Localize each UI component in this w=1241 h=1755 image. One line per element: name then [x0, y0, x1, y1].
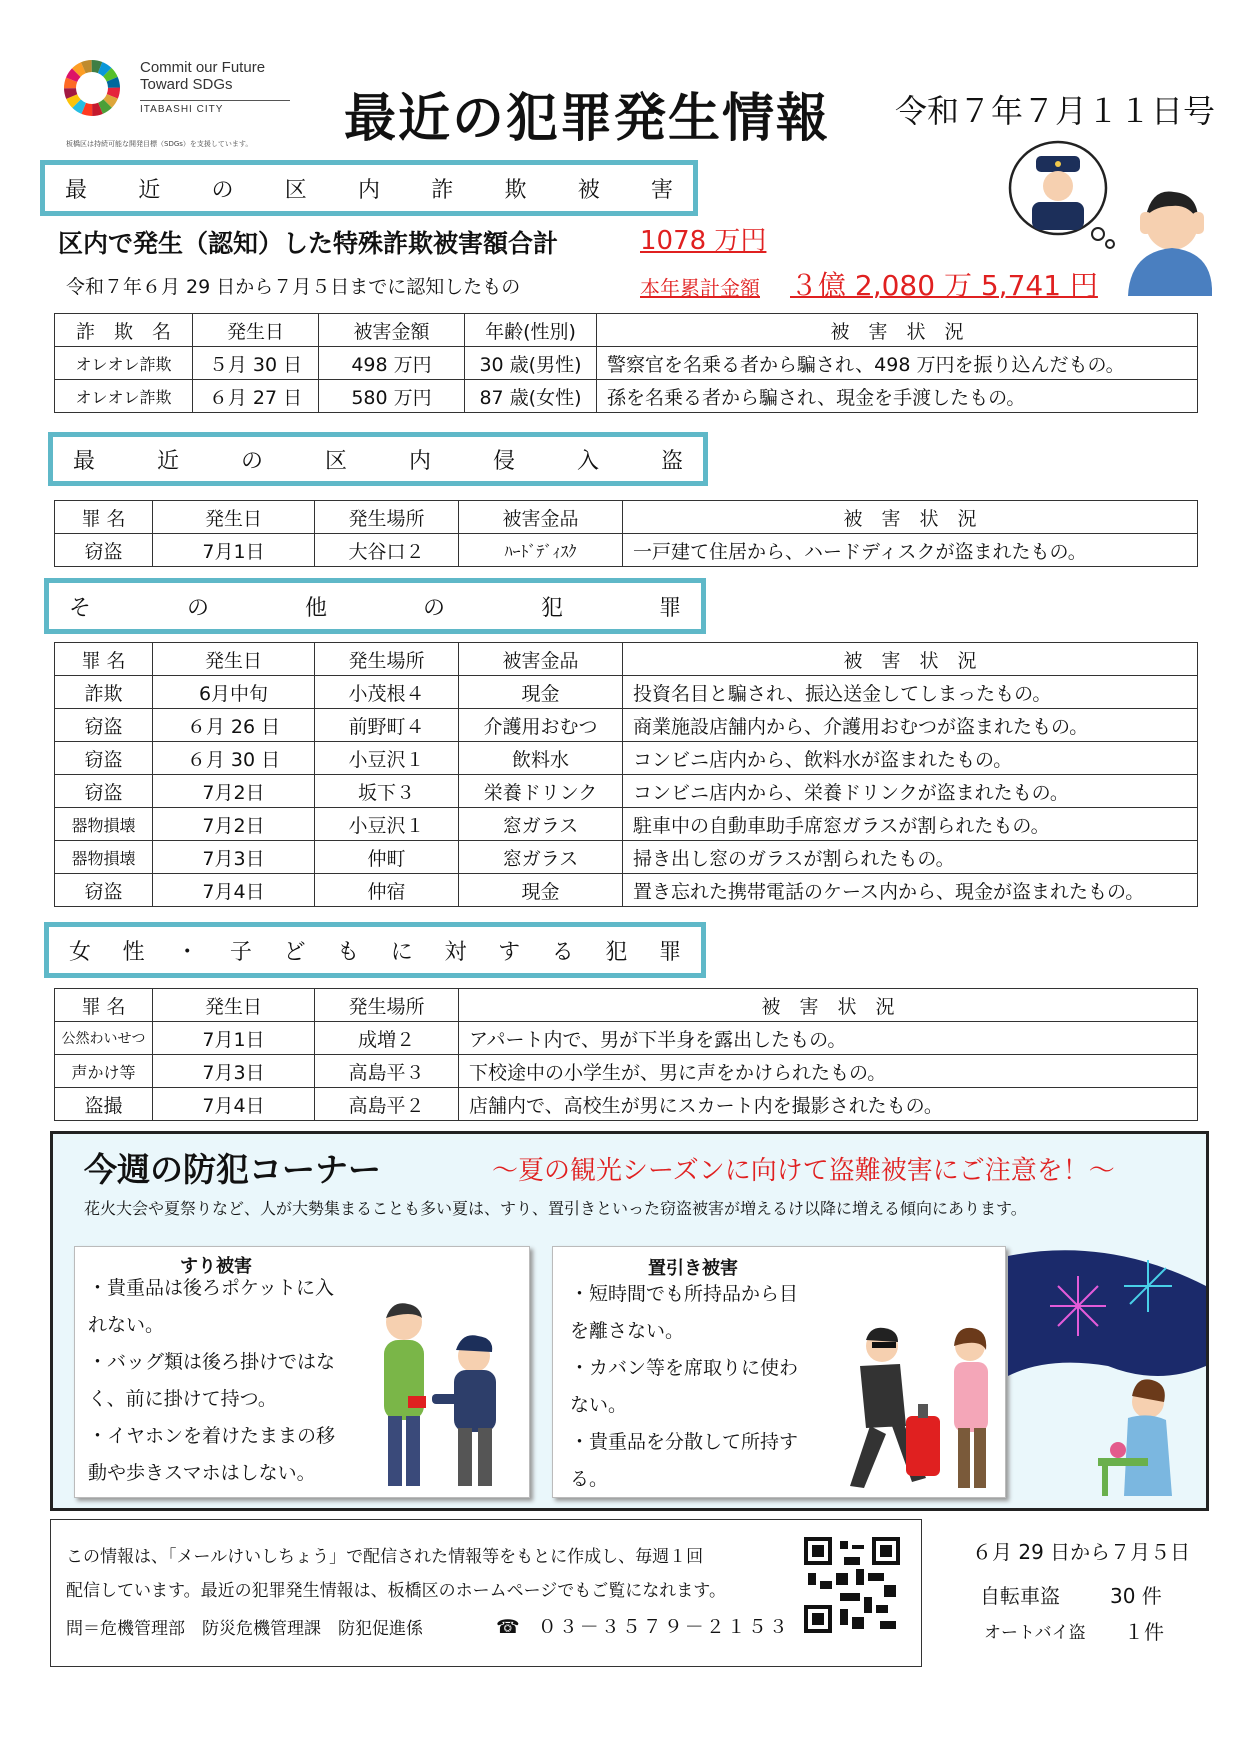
table-row	[55, 1055, 1198, 1088]
table-row	[55, 380, 1198, 413]
table-cell: 窃盗	[55, 775, 153, 808]
table-cell: ６月 27 日	[193, 380, 319, 413]
footer-contact: 問＝危機管理部 防災危機管理課 防犯促進係	[66, 1619, 423, 1639]
table-cell: 盗撮	[55, 1088, 153, 1121]
table-cell: 現金	[459, 676, 623, 709]
logo-note: 板橋区は持続可能な開発目標（SDGs）を支援しています。	[66, 140, 253, 148]
table-cell: 飲料水	[459, 742, 623, 775]
tip-line: ・貴重品は後ろポケットに入	[88, 1277, 335, 1299]
snatching-illustration	[830, 1316, 1002, 1492]
fraud-yearly-total-label: 本年累計金額	[640, 276, 760, 300]
table-header: 罪 名	[55, 643, 153, 676]
pickpocket-title: すり被害	[180, 1256, 252, 1277]
stats-bicycle-label: 自転車盗	[980, 1584, 1060, 1608]
corner-subtitle: ～夏の観光シーズンに向けて盗難被害にご注意を！～	[492, 1156, 1115, 1186]
table-cell: 器物損壊	[55, 841, 153, 874]
tip-line: ・バッグ類は後ろ掛けではな	[88, 1351, 336, 1373]
section-header-fraud: 最近の区内詐欺被害	[40, 160, 698, 216]
table-cell: 窓ガラス	[459, 841, 623, 874]
table-header: 罪 名	[55, 501, 153, 534]
table-cell: 窃盗	[55, 709, 153, 742]
table-cell: 仲町	[315, 841, 459, 874]
fraud-table	[54, 313, 1198, 413]
table-header: 発生場所	[315, 501, 459, 534]
table-cell: 商業施設店舗内から、介護用おむつが盗まれたもの。	[623, 709, 1198, 742]
fireworks-illustration	[1008, 1246, 1206, 1508]
burglary-table	[54, 500, 1198, 567]
table-cell: 7月1日	[153, 534, 315, 567]
table-cell: ６月 26 日	[153, 709, 315, 742]
table-cell: コンビニ店内から、栄養ドリンクが盗まれたもの。	[623, 775, 1198, 808]
corner-intro: 花火大会や夏祭りなど、人が大勢集まることも多い夏は、すり、置引きといった窃盗被害が増えるけ以降に増える傾向にあります。	[84, 1199, 1027, 1218]
tip-line: る。	[570, 1468, 609, 1490]
table-cell: 窓ガラス	[459, 808, 623, 841]
table-row	[55, 709, 1198, 742]
tip-line: ・イヤホンを着けたままの移	[88, 1425, 336, 1447]
tip-line: 動や歩きスマホはしない。	[88, 1462, 316, 1484]
table-row	[55, 742, 1198, 775]
issue-date: 令和７年７月１１日号	[895, 92, 1216, 130]
table-cell: 30 歳(男性)	[465, 347, 597, 380]
tip-line: く、前に掛けて持つ。	[88, 1388, 277, 1410]
tip-line: を離さない。	[570, 1320, 685, 1342]
table-header: 発生日	[153, 989, 315, 1022]
table-cell: オレオレ詐欺	[55, 380, 193, 413]
table-header-row	[55, 989, 1198, 1022]
logo-line1: Commit our Future	[140, 59, 266, 76]
table-cell: 7月2日	[153, 808, 315, 841]
table-cell: 孫を名乗る者から騙され、現金を手渡したもの。	[597, 380, 1198, 413]
tip-line: ・カバン等を席取りに使わ	[570, 1357, 799, 1379]
table-header: 発生場所	[315, 643, 459, 676]
table-header: 被 害 状 況	[597, 314, 1198, 347]
qr-code-icon[interactable]	[804, 1537, 900, 1633]
tip-line: ・短時間でも所持品から目	[570, 1283, 799, 1305]
table-cell: 7月3日	[153, 841, 315, 874]
page-title: 最近の犯罪発生情報	[344, 89, 831, 149]
table-cell: アパート内で、男が下半身を露出したもの。	[459, 1022, 1198, 1055]
table-cell: 下校途中の小学生が、男に声をかけられたもの。	[459, 1055, 1198, 1088]
table-header-row	[55, 501, 1198, 534]
table-row	[55, 1088, 1198, 1121]
table-cell: 掃き出し窓のガラスが割られたもの。	[623, 841, 1198, 874]
table-cell: 警察官を名乗る者から騙され、498 万円を振り込んだもの。	[597, 347, 1198, 380]
table-cell: 小豆沢１	[315, 742, 459, 775]
table-header-row	[55, 643, 1198, 676]
phone-icon: ☎	[496, 1616, 522, 1638]
table-cell: 小豆沢１	[315, 808, 459, 841]
table-cell: ６月 30 日	[153, 742, 315, 775]
table-cell: 坂下３	[315, 775, 459, 808]
table-row	[55, 1022, 1198, 1055]
table-header: 被 害 状 況	[623, 501, 1198, 534]
logo-line2: Toward SDGs	[140, 76, 233, 93]
table-cell: 高島平３	[315, 1055, 459, 1088]
sdgs-logo	[62, 58, 122, 118]
table-cell: 窃盗	[55, 534, 153, 567]
table-cell: オレオレ詐欺	[55, 347, 193, 380]
snatching-title: 置引き被害	[648, 1258, 738, 1279]
fraud-summary-heading: 区内で発生（認知）した特殊詐欺被害額合計	[58, 229, 559, 258]
tip-line: ない。	[570, 1394, 628, 1416]
table-row	[55, 775, 1198, 808]
table-row	[55, 676, 1198, 709]
fraud-yearly-total	[640, 264, 1098, 304]
table-cell: 高島平２	[315, 1088, 459, 1121]
fraud-summary-period: 令和７年６月 29 日から７月５日までに認知したもの	[66, 276, 521, 298]
stats-motorbike-count: １件	[1124, 1620, 1164, 1644]
table-cell: 87 歳(女性)	[465, 380, 597, 413]
table-row	[55, 808, 1198, 841]
table-header: 被害金品	[459, 501, 623, 534]
table-row	[55, 841, 1198, 874]
table-cell: 7月4日	[153, 1088, 315, 1121]
table-cell: 7月3日	[153, 1055, 315, 1088]
table-header: 発生場所	[315, 989, 459, 1022]
table-header: 詐 欺 名	[55, 314, 193, 347]
table-cell: 7月2日	[153, 775, 315, 808]
table-header: 被 害 状 況	[459, 989, 1198, 1022]
tip-line: ・貴重品を分散して所持す	[570, 1431, 799, 1453]
table-cell: 詐欺	[55, 676, 153, 709]
table-cell: 7月4日	[153, 874, 315, 907]
table-cell: 駐車中の自動車助手席窓ガラスが割られたもの。	[623, 808, 1198, 841]
stats-bicycle-count: 30 件	[1110, 1584, 1162, 1608]
table-cell: 7月1日	[153, 1022, 315, 1055]
table-cell: 窃盗	[55, 742, 153, 775]
fraud-summary-amount: 1078 万円	[640, 226, 767, 256]
table-cell: 大谷口２	[315, 534, 459, 567]
table-cell: ５月 30 日	[193, 347, 319, 380]
table-cell: 仲宿	[315, 874, 459, 907]
phone-number: ０３－３５７９－２１５３	[537, 1616, 790, 1638]
table-cell: ﾊｰﾄﾞﾃﾞｨｽｸ	[459, 534, 623, 567]
table-cell: 6月中旬	[153, 676, 315, 709]
table-row	[55, 347, 1198, 380]
table-cell: 小茂根４	[315, 676, 459, 709]
table-cell: 成増２	[315, 1022, 459, 1055]
table-cell: 声かけ等	[55, 1055, 153, 1088]
table-header: 発生日	[153, 643, 315, 676]
table-cell: 前野町４	[315, 709, 459, 742]
table-cell: コンビニ店内から、飲料水が盗まれたもの。	[623, 742, 1198, 775]
table-cell: 498 万円	[319, 347, 465, 380]
table-cell: 器物損壊	[55, 808, 153, 841]
table-header: 罪 名	[55, 989, 153, 1022]
section-header-women-children: 女性・子どもに対する犯罪	[44, 922, 706, 978]
footer-line2: 配信しています。最近の犯罪発生情報は、板橋区のホームページでもご覧になれます。	[66, 1581, 726, 1601]
table-header: 年齢(性別)	[465, 314, 597, 347]
table-cell: 置き忘れた携帯電話のケース内から、現金が盗まれたもの。	[623, 874, 1198, 907]
table-cell: 店舗内で、高校生が男にスカート内を撮影されたもの。	[459, 1088, 1198, 1121]
section-header-burglary: 最近の区内侵入盗	[48, 432, 708, 486]
fraud-yearly-total-value: ３億 2,080 万 5,741 円	[790, 269, 1098, 302]
pickpocket-illustration	[362, 1296, 522, 1492]
table-cell: 公然わいせつ	[55, 1022, 153, 1055]
stats-period: ６月 29 日から７月５日	[972, 1540, 1191, 1564]
table-cell: 一戸建て住居から、ハードディスクが盗まれたもの。	[623, 534, 1198, 567]
table-header: 被 害 状 況	[623, 643, 1198, 676]
table-header: 発生日	[153, 501, 315, 534]
section-header-other: その他の犯罪	[44, 578, 706, 634]
women-children-table	[54, 988, 1198, 1121]
footer-line1: この情報は、「メールけいしちょう」で配信された情報等をもとに作成し、毎週１回	[66, 1547, 704, 1567]
other-crimes-table	[54, 642, 1198, 907]
stats-motorbike-label: オートバイ盗	[984, 1623, 1086, 1643]
table-cell: 栄養ドリンク	[459, 775, 623, 808]
table-cell: 現金	[459, 874, 623, 907]
table-row	[55, 874, 1198, 907]
table-header: 発生日	[193, 314, 319, 347]
table-header: 被害金品	[459, 643, 623, 676]
pickpocket-tips	[88, 1270, 335, 1492]
tip-line: れない。	[88, 1314, 165, 1336]
table-cell: 580 万円	[319, 380, 465, 413]
table-cell: 投資名目と騙され、振込送金してしまったもの。	[623, 676, 1198, 709]
logo-divider	[140, 100, 290, 101]
footer-phone	[496, 1612, 790, 1639]
table-row	[55, 534, 1198, 567]
corner-title: 今週の防犯コーナー	[84, 1150, 381, 1189]
table-header-row	[55, 314, 1198, 347]
table-cell: 窃盗	[55, 874, 153, 907]
logo-city: ITABASHI CITY	[140, 104, 224, 115]
snatching-tips	[570, 1276, 798, 1498]
table-cell: 介護用おむつ	[459, 709, 623, 742]
table-header: 被害金額	[319, 314, 465, 347]
